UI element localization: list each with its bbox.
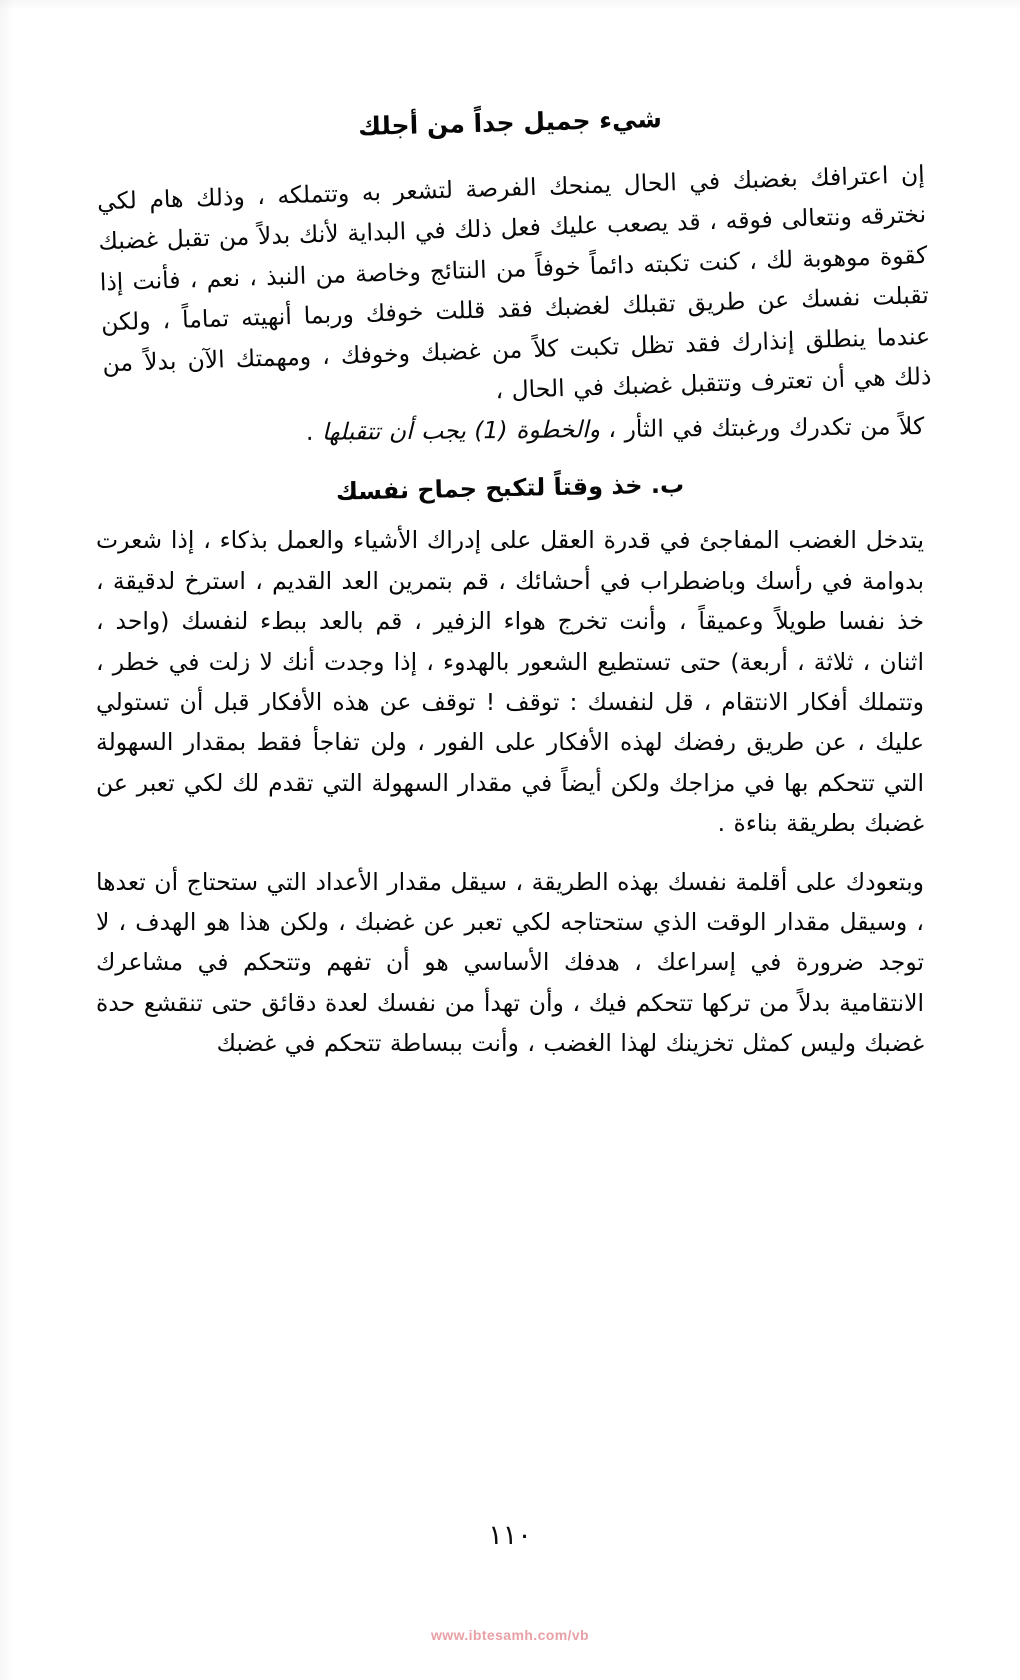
page-content [96,104,932,1074]
site-watermark: www.ibtesamh.com/vb [430,1627,589,1643]
scan-edge-shadow-top [0,0,1020,10]
paragraph-two: يتدخل الغضب المفاجئ في قدرة العقل على إدراك الأشياء والعمل بذكاء ، إذا شعرت بدوامة في رأسك وباضطراب في أحشائك ، قم بتمرين العد القديم ، استرخ لدقيقة ، خذ نفسا طويلاً وعميقاً ، وأنت تخرج هواء الزفير ، قم بالعد ببطء لنفسك (واحد ، اثنان ، ثلاثة ، أربعة) حتى تستطيع الشعور بالهدوء ، إذا وجدت أنك لا زلت في خطر ، وتتملك أفكار الانتقام ، قل لنفسك : توقف ! توقف عن هذه الأفكار قبل أن تستولي عليك ، عن طريق رفضك لهذه الأفكار على الفور ، ولن تفاجأ فقط بمقدار السهولة التي تتحكم بها في مزاجك ولكن أيضاً في مقدار السهولة التي تقدم لك لكي تعبر عن غضبك بطريقة بناءة . [96,526,924,838]
paragraph-three: وبتعودك على أقلمة نفسك بهذه الطريقة ، سيقل مقدار الأعداد التي ستحتاج أن تعدها ، وسيقل مقدار الوقت الذي ستحتاجه لكي تعبر عن غضبك ، ولكن هذا هو الهدف ، لا توجد ضرورة في إسراعك ، هدفك الأساسي هو أن تفهم وتتحكم في مشاعرك الانتقامية بدلاً من تركها تتحكم فيك ، وأن تهدأ من نفسك لعدة دقائق حتى تنقشع حدة غضبك وليس كمثل تخزينك لهذا الغضب ، وأنت ببساطة تتحكم في غضبك [96,867,924,1058]
scan-edge-shadow-left [0,0,14,1680]
closing-trail-text: . [305,417,323,446]
paragraph-one: إن اعترافك بغضبك في الحال يمنحك الفرصة لتشعر به وتتملكه ، وذلك هام لكي نخترقه ونتعالى فوقه ، قد يصعب عليك فعل ذلك في البداية لأنك بدلاً من تقبل غضبك كقوة موهوبة لك ، كنت تكبته دائماً خوفاً من النتائج وخاصة من النبذ ، نعم ، فأنت إذا تقبلت نفسك عن طريق تقبلك لغضبك فقد قللت خوفك وربما أنهيته تماماً ، ولكن عندما ينطلق إنذارك فقد تظل تكبت كلاً من غضبك وخوفك ، ومهمتك الآن بدلاً من ذلك هي أن تعترف وتتقبل غضبك في الحال ، [96,159,932,404]
section-heading: شيء جميل جداً من أجلك [357,104,663,141]
subsection-heading: ب. خذ وقتاً لتكبح جماح نفسك [335,470,685,506]
closing-lead-text: كلاً من تكدرك ورغبتك في الثأر ، [599,411,925,444]
paragraph-one-closing [96,406,924,454]
closing-italic-text: والخطوة (1) يجب أن تتقبلها [321,415,601,446]
page-number: ١١٠ [488,1520,532,1551]
